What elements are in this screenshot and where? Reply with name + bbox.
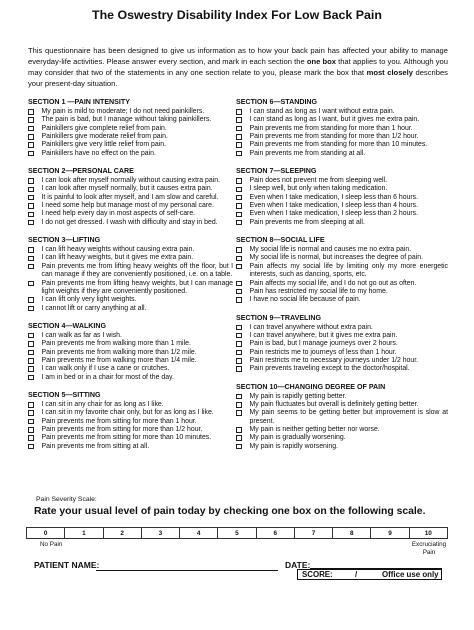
question-section	[28, 98, 233, 158]
option-checkbox[interactable]	[236, 341, 242, 347]
option-label: Even when I take medication, I sleep less than 2 hours.	[249, 210, 419, 218]
option-label: I can look after myself normally, but it causes extra pain.	[41, 185, 213, 193]
section-title: SECTION 7—SLEEPING	[236, 167, 317, 176]
question-section	[236, 383, 448, 451]
option-row[interactable]	[28, 434, 233, 442]
option-row[interactable]	[236, 324, 448, 332]
option-row[interactable]	[28, 116, 233, 124]
date-label: DATE:	[285, 560, 311, 570]
right-column	[236, 98, 448, 460]
option-row[interactable]	[236, 108, 448, 116]
option-checkbox[interactable]	[236, 203, 242, 209]
option-row[interactable]	[28, 177, 233, 185]
option-label: My pain seems to be getting better but improvement is slow at present.	[249, 409, 448, 425]
option-checkbox[interactable]	[28, 212, 34, 218]
option-checkbox[interactable]	[236, 109, 242, 115]
option-row[interactable]	[28, 357, 233, 365]
option-row[interactable]	[28, 349, 233, 357]
severity-scale-label: Pain Severity Scale:	[36, 496, 97, 503]
score-box	[297, 569, 442, 580]
option-label: Pain restricts me to necessary journeys under 1/2 hour.	[249, 356, 419, 364]
option-checkbox[interactable]	[236, 350, 242, 356]
score-slash: /	[355, 570, 358, 579]
option-row[interactable]	[236, 210, 448, 218]
option-label: Pain prevents me from walking more than 1/4 mile.	[41, 356, 197, 364]
option-row[interactable]	[236, 340, 448, 348]
option-label: Pain prevents me from walking more than 1 mile.	[41, 340, 191, 348]
section-title: SECTION 3—LIFTING	[28, 236, 101, 245]
option-checkbox[interactable]	[28, 358, 34, 364]
option-row[interactable]	[236, 219, 448, 227]
option-label: I have no social life because of pain.	[249, 296, 361, 304]
option-label: My pain fluctuates but overall is definitely getting better.	[249, 400, 419, 408]
option-label: I do not get dressed. I wash with difficulty and stay in bed.	[41, 218, 218, 226]
option-checkbox[interactable]	[236, 126, 242, 132]
option-checkbox[interactable]	[28, 341, 34, 347]
option-row[interactable]	[28, 125, 233, 133]
option-row[interactable]	[236, 141, 448, 149]
option-row[interactable]	[236, 177, 448, 185]
option-row[interactable]	[236, 401, 448, 409]
no-pain-label: No Pain	[40, 541, 63, 548]
option-row[interactable]	[236, 332, 448, 340]
option-label: I can stand as long as I want, but it gives me extra pain.	[249, 116, 420, 124]
pain-scale-box[interactable]: 4	[179, 528, 217, 538]
option-label: My pain is rapidly getting better.	[249, 392, 347, 400]
option-label: I can travel anywhere, but it gives me extra pain.	[249, 331, 398, 339]
option-label: Even when I take medication, I sleep less than 6 hours.	[249, 193, 419, 201]
option-row[interactable]	[236, 133, 448, 141]
option-label: I can stand as long as I want without extra pain.	[249, 108, 395, 115]
option-label: I cannot lift or carry anything at all.	[41, 304, 147, 312]
patient-name-label: PATIENT NAME:	[34, 560, 100, 570]
option-label: Painkillers give very little relief from pain.	[41, 141, 166, 149]
pain-scale-box[interactable]: 6	[256, 528, 294, 538]
intro-bold-2: most closely	[366, 67, 413, 77]
option-label: I am in bed or in a chair for most of the day.	[41, 373, 174, 381]
patient-name-field[interactable]	[96, 570, 278, 571]
option-row[interactable]	[28, 280, 233, 297]
section-title: SECTION 9—TRAVELING	[236, 313, 321, 322]
option-checkbox[interactable]	[28, 178, 34, 184]
option-label: Pain prevents me from standing for more than 1/2 hour.	[249, 133, 419, 141]
option-checkbox[interactable]	[28, 444, 34, 450]
option-checkbox[interactable]	[28, 151, 34, 157]
pain-scale-box[interactable]: 7	[294, 528, 332, 538]
option-row[interactable]	[236, 296, 448, 304]
option-checkbox[interactable]	[28, 220, 34, 226]
option-checkbox[interactable]	[28, 256, 34, 262]
option-checkbox[interactable]	[28, 126, 34, 132]
option-label: Pain affects my social life by limiting only my more energetic interests, such as dancing, sports, etc.	[249, 262, 448, 279]
option-checkbox[interactable]	[236, 325, 242, 331]
option-checkbox[interactable]	[236, 220, 242, 226]
office-use-label: Office use only	[382, 570, 439, 579]
option-checkbox[interactable]	[236, 402, 242, 408]
option-label: I can lift heavy weights, but it gives me extra pain.	[41, 254, 194, 262]
option-checkbox[interactable]	[236, 264, 242, 270]
option-row[interactable]	[236, 288, 448, 296]
option-row[interactable]	[28, 141, 233, 149]
option-label: Pain prevents me from sitting at all.	[41, 442, 150, 450]
option-label: Pain prevents me from lifting heavy weights, but I can manage light weights if they are conveniently positioned.	[41, 279, 233, 295]
option-label: I can lift only very light weights.	[41, 296, 137, 304]
pain-scale-box[interactable]: 0	[43, 530, 48, 537]
option-checkbox[interactable]	[28, 306, 34, 312]
option-row[interactable]	[236, 116, 448, 124]
pain-scale-box[interactable]: 2	[103, 528, 141, 538]
option-row[interactable]	[236, 349, 448, 357]
option-label: Even when I take medication, I sleep less than 4 hours.	[249, 202, 419, 210]
option-row[interactable]	[28, 426, 233, 434]
section-title: SECTION 2—PERSONAL CARE	[28, 167, 134, 176]
option-checkbox[interactable]	[236, 151, 242, 157]
option-row[interactable]	[28, 194, 233, 202]
option-row[interactable]	[236, 246, 448, 254]
option-row[interactable]	[236, 254, 448, 262]
option-checkbox[interactable]	[28, 350, 34, 356]
pain-scale-box[interactable]: 9	[370, 528, 408, 538]
question-section	[28, 322, 233, 382]
option-row[interactable]	[28, 254, 233, 262]
pain-scale-box[interactable]: 1	[64, 528, 102, 538]
option-checkbox[interactable]	[28, 264, 34, 270]
excruciating-pain-label: Excruciating Pain	[411, 541, 447, 556]
option-row[interactable]	[28, 409, 233, 417]
section-title: SECTION 5—SITTING	[28, 390, 101, 399]
option-row[interactable]	[236, 443, 448, 451]
option-checkbox[interactable]	[236, 289, 242, 295]
option-checkbox[interactable]	[28, 375, 34, 381]
option-row[interactable]	[28, 296, 233, 304]
question-section	[236, 236, 448, 304]
option-checkbox[interactable]	[236, 281, 242, 287]
option-checkbox[interactable]	[236, 444, 242, 450]
option-checkbox[interactable]	[236, 195, 242, 201]
option-checkbox[interactable]	[28, 427, 34, 433]
option-row[interactable]	[28, 246, 233, 254]
option-label: Pain prevents me from walking more than 1/2 mile.	[41, 348, 197, 356]
option-row[interactable]	[28, 340, 233, 348]
option-label: Pain does not prevent me from sleeping well.	[249, 177, 388, 185]
option-row[interactable]	[28, 133, 233, 141]
option-row[interactable]	[28, 185, 233, 193]
option-checkbox[interactable]	[236, 256, 242, 262]
option-row[interactable]	[236, 202, 448, 210]
option-checkbox[interactable]	[236, 117, 242, 123]
option-label: Pain has restricted my social life to my home.	[249, 287, 388, 295]
pain-scale-box[interactable]: 5	[217, 528, 255, 538]
option-label: Pain affects my social life, and I do not go out as often.	[249, 279, 417, 287]
option-label: Pain restricts me to journeys of less than 1 hour.	[249, 348, 397, 356]
option-row[interactable]	[236, 280, 448, 288]
option-row[interactable]	[28, 202, 233, 210]
option-checkbox[interactable]	[236, 333, 242, 339]
section-title: SECTION 10—CHANGING DEGREE OF PAIN	[236, 382, 386, 391]
option-label: My social life is normal and causes me no extra pain.	[249, 246, 412, 254]
option-row[interactable]	[28, 219, 233, 227]
section-title: SECTION 4—WALKING	[28, 321, 107, 330]
option-row[interactable]	[28, 332, 233, 340]
severity-instruction: Rate your usual level of pain today by checking one box on the following scale.	[34, 506, 426, 517]
option-row[interactable]	[236, 194, 448, 202]
pain-scale	[26, 527, 448, 539]
option-label: My pain is rapidly worsening.	[249, 442, 338, 450]
option-checkbox[interactable]	[236, 142, 242, 148]
option-label: Pain prevents me from sitting for more than 1 hour.	[41, 417, 197, 425]
option-label: It is painful to look after myself, and I am slow and careful.	[41, 193, 219, 201]
page-title: The Oswestry Disability Index For Low Back Pain	[92, 8, 382, 22]
option-checkbox[interactable]	[236, 394, 242, 400]
option-checkbox[interactable]	[236, 187, 242, 193]
question-section	[28, 391, 233, 451]
option-row[interactable]	[236, 185, 448, 193]
option-checkbox[interactable]	[28, 109, 34, 115]
option-checkbox[interactable]	[236, 212, 242, 218]
option-checkbox[interactable]	[28, 366, 34, 372]
option-label: Painkillers have no effect on the pain.	[41, 149, 156, 157]
pain-scale-box[interactable]: 8	[332, 528, 370, 538]
option-row[interactable]	[28, 305, 233, 313]
option-checkbox[interactable]	[236, 366, 242, 372]
left-column	[28, 98, 233, 460]
section-title: SECTION 8—SOCIAL LIFE	[236, 236, 325, 245]
option-label: I can sit in my favorite chair only, but for as long as I like.	[41, 409, 214, 417]
option-label: Pain prevents me from lifting heavy weights off the floor, but I can manage if they are conveniently positioned, i.e. on a table.	[41, 262, 233, 279]
option-label: Pain prevents me from standing for more than 1 hour.	[249, 124, 413, 132]
option-checkbox[interactable]	[236, 178, 242, 184]
option-label: Pain prevents me from sitting for more than 10 minutes.	[41, 434, 212, 442]
option-row[interactable]	[28, 210, 233, 218]
option-checkbox[interactable]	[28, 297, 34, 303]
option-row[interactable]	[236, 263, 448, 280]
option-row[interactable]	[236, 125, 448, 133]
option-checkbox[interactable]	[236, 410, 242, 416]
option-row[interactable]	[236, 393, 448, 401]
option-checkbox[interactable]	[28, 402, 34, 408]
intro-bold-1: one box	[306, 56, 336, 66]
option-checkbox[interactable]	[236, 297, 242, 303]
option-checkbox[interactable]	[28, 435, 34, 441]
option-label: I need help every day in most aspects of self-care.	[41, 210, 196, 218]
option-row[interactable]	[28, 443, 233, 451]
option-label: Pain prevents traveling except to the doctor/hospital.	[249, 365, 410, 373]
option-label: I can look after myself normally without causing extra pain.	[41, 177, 220, 185]
option-label: The pain is bad, but I manage without taking painkillers.	[41, 116, 212, 124]
question-section	[28, 167, 233, 227]
option-checkbox[interactable]	[236, 358, 242, 364]
option-row[interactable]	[236, 434, 448, 442]
option-label: My pain is gradually worsening.	[249, 434, 346, 442]
option-checkbox[interactable]	[28, 281, 34, 287]
option-checkbox[interactable]	[236, 435, 242, 441]
intro-paragraph	[28, 46, 448, 90]
option-label: My pain is neither getting better nor worse.	[249, 425, 380, 433]
pain-scale-box[interactable]: 10	[409, 528, 447, 538]
option-row[interactable]	[28, 150, 233, 158]
option-checkbox[interactable]	[28, 142, 34, 148]
section-title: SECTION 6—STANDING	[236, 98, 318, 106]
option-row[interactable]	[28, 401, 233, 409]
option-checkbox[interactable]	[28, 247, 34, 253]
option-label: I need some help but manage most of my personal care.	[41, 202, 214, 210]
option-checkbox[interactable]	[28, 410, 34, 416]
score-label: SCORE:	[302, 570, 333, 579]
option-checkbox[interactable]	[28, 419, 34, 425]
option-row[interactable]	[28, 418, 233, 426]
pain-scale-box[interactable]: 3	[141, 528, 179, 538]
question-section	[236, 314, 448, 374]
option-row[interactable]	[236, 426, 448, 434]
option-label: I can lift heavy weights without causing extra pain.	[41, 246, 195, 254]
option-label: I can walk as far as I wish.	[41, 331, 122, 339]
option-label: Pain prevents me from standing at all.	[249, 149, 366, 157]
option-row[interactable]	[236, 150, 448, 158]
option-checkbox[interactable]	[28, 203, 34, 209]
option-label: Painkillers give complete relief from pain.	[41, 124, 167, 132]
intro-text-3: describes your present-day situation.	[28, 67, 448, 88]
option-row[interactable]	[236, 409, 448, 426]
option-row[interactable]	[28, 108, 233, 116]
option-label: Pain is bad, but I manage journeys over 2 hours.	[249, 340, 398, 348]
option-checkbox[interactable]	[236, 247, 242, 253]
option-label: My pain is mild to moderate; I do not need painkillers.	[41, 108, 205, 115]
option-checkbox[interactable]	[28, 333, 34, 339]
option-checkbox[interactable]	[28, 134, 34, 140]
option-checkbox[interactable]	[236, 134, 242, 140]
option-checkbox[interactable]	[28, 195, 34, 201]
option-row[interactable]	[236, 365, 448, 373]
option-label: I can travel anywhere without extra pain.	[249, 323, 373, 331]
option-label: Pain prevents me from sitting for more than 1/2 hour.	[41, 425, 203, 433]
option-label: Pain prevents me from standing for more than 10 minutes.	[249, 141, 428, 149]
option-row[interactable]	[28, 374, 233, 382]
option-row[interactable]	[28, 365, 233, 373]
option-label: I can sit in any chair for as long as I like.	[41, 400, 164, 408]
intro-text-1: This questionnaire has been designed to give us information as to how your back pain has affected your ability to manage everyday-life activities. Please answer every section, and mark in each section the	[28, 46, 448, 66]
intro-text-2: that applies to you. Although you may consider that two of the statements in any one section relate to you, please mark the box that	[28, 56, 448, 77]
option-checkbox[interactable]	[236, 427, 242, 433]
option-checkbox[interactable]	[28, 187, 34, 193]
option-row[interactable]	[236, 357, 448, 365]
option-row[interactable]	[28, 263, 233, 280]
option-label: Painkillers give moderate relief from pain.	[41, 133, 168, 141]
option-checkbox[interactable]	[28, 117, 34, 123]
question-section	[236, 167, 448, 227]
option-label: My social life is normal, but increases the degree of pain.	[249, 254, 424, 262]
question-section	[28, 236, 233, 313]
option-label: I sleep well, but only when taking medication.	[249, 185, 388, 193]
option-label: I can walk only if I use a cane or crutches.	[41, 365, 170, 373]
option-label: Pain prevents me from sleeping at all.	[249, 218, 365, 226]
section-title: SECTION 1 —PAIN INTENSITY	[28, 98, 130, 106]
question-section	[236, 98, 448, 158]
